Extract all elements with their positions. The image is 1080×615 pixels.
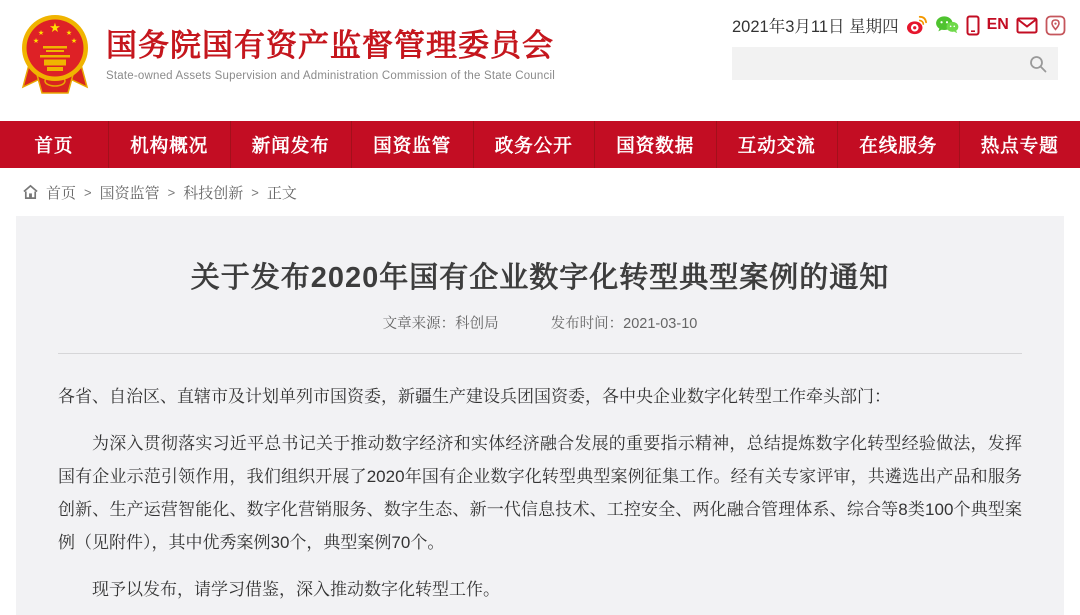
- home-icon: [22, 184, 39, 200]
- breadcrumb-supervision[interactable]: 国资监管: [99, 184, 160, 202]
- breadcrumb-home[interactable]: 首页: [46, 184, 77, 202]
- main-nav: [0, 121, 1080, 168]
- nav-item-news[interactable]: 新闻发布: [230, 121, 352, 168]
- nav-item-data[interactable]: 国资数据: [594, 121, 716, 168]
- site-header: [0, 0, 1080, 121]
- mail-icon[interactable]: [1016, 13, 1038, 37]
- svg-text:★: ★: [70, 38, 78, 45]
- site-logo[interactable]: [18, 13, 555, 99]
- search-box: [732, 47, 1058, 80]
- svg-text:★: ★: [32, 38, 40, 45]
- breadcrumb-current: 正文: [266, 184, 297, 202]
- breadcrumb-tech-innovation[interactable]: 科技创新: [183, 184, 244, 202]
- date-row: [732, 11, 1058, 39]
- article-paragraph-closing: 现予以发布，请学习借鉴，深入推动数字化转型工作。: [92, 580, 500, 599]
- weibo-icon[interactable]: [906, 13, 928, 37]
- article-source: 文章来源：科创局: [382, 316, 499, 332]
- article-meta: [58, 312, 1022, 333]
- nav-item-gov-affairs[interactable]: 政务公开: [473, 121, 595, 168]
- header-utilities: [732, 11, 1058, 80]
- nav-item-topics[interactable]: 热点专题: [959, 121, 1080, 168]
- site-subtitle: State-owned Assets Supervision and Administration Commission of the State Council: [106, 70, 555, 83]
- search-icon[interactable]: [1026, 52, 1050, 76]
- nav-item-home[interactable]: 首页: [34, 134, 74, 156]
- current-date: 2021年3月11日 星期四: [732, 18, 899, 36]
- breadcrumb-separator: >: [167, 184, 176, 200]
- search-input[interactable]: [732, 47, 1058, 80]
- svg-text:★: ★: [37, 30, 45, 37]
- nav-item-interaction[interactable]: 互动交流: [716, 121, 838, 168]
- nav-item-about[interactable]: 机构概况: [108, 121, 230, 168]
- national-emblem-icon: [18, 13, 92, 99]
- article-paragraph-salutation: 各省、自治区、直辖市及计划单列市国资委，新疆生产建设兵团国资委，各中央企业数字化转型工作牵头部门：: [58, 387, 891, 406]
- svg-text:★: ★: [49, 20, 61, 35]
- svg-text:★: ★: [65, 30, 73, 37]
- site-title: 国务院国有资产监督管理委员会: [106, 28, 554, 63]
- article-card: [16, 216, 1064, 615]
- article-title: 关于发布2020年国有企业数字化转型典型案例的通知: [190, 262, 890, 294]
- breadcrumb-separator: >: [84, 184, 92, 200]
- mobile-version-icon[interactable]: [966, 13, 980, 37]
- title-divider: [58, 353, 1022, 354]
- article-paragraph-body: 为深入贯彻落实习近平总书记关于推动数字经济和实体经济融合发展的重要指示精神，总结提炼数字化转型经验做法，发挥国有企业示范引领作用，我们组织开展了2020年国有企业数字化转型典型案例征集工作。经有关专家评审，共遴选出产品和服务创新、生产运营智能化、数字化营销服务、数字生态、新一代信息技术、工控安全、两化融合管理体系、综合等8类100个典型案例（见附件），其中优秀案例30个，典型案例70个。: [58, 434, 1022, 552]
- wechat-icon[interactable]: [935, 13, 959, 37]
- nav-item-services[interactable]: 在线服务: [837, 121, 959, 168]
- location-icon[interactable]: [1045, 13, 1066, 37]
- breadcrumb: [0, 168, 1080, 216]
- breadcrumb-separator: >: [251, 184, 259, 200]
- nav-item-supervision[interactable]: 国资监管: [351, 121, 473, 168]
- article-publish-time: 发布时间：2021-03-10: [550, 316, 698, 332]
- english-version-link[interactable]: EN: [986, 16, 1009, 33]
